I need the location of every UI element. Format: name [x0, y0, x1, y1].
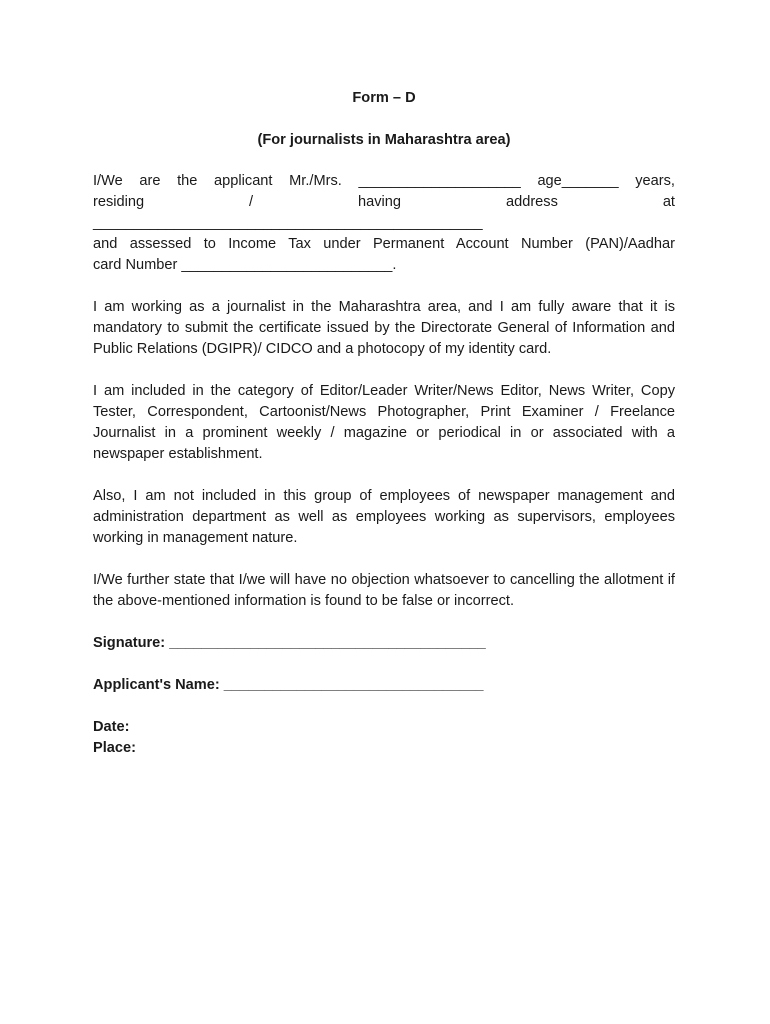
form-title: Form – D — [352, 90, 416, 106]
paragraph-journalist-statement: I am working as a journalist in the Maharashtra area, and I am fully aware that it is mandatory to submit the certificate issued by the Directorate General of Information and Public Relations (DGIPR)/ CIDCO and a photocopy of my identity card. — [93, 299, 675, 357]
place-field: Place: — [93, 740, 136, 756]
signature-field: Signature: _______________________________________ — [93, 635, 486, 651]
declaration-line-address-blank: ________________________________________________ — [93, 215, 483, 231]
paragraph-objection-statement: I/We further state that I/we will have no objection whatsoever to cancelling the allotment if the above-mentioned information is found to be false or incorrect. — [93, 572, 675, 609]
form-content — [93, 88, 675, 759]
paragraph-category-statement: I am included in the category of Editor/Leader Writer/News Editor, News Writer, Copy Tester, Correspondent, Cartoonist/News Photographer, Print Examiner / Freelance Journalist in a prominent weekly / magazine or periodical in or associated with a newspaper establishment. — [93, 383, 675, 462]
declaration-line-residing: residing / having address at — [93, 194, 675, 210]
declaration-block — [93, 171, 675, 276]
declaration-line-pan: and assessed to Income Tax under Permanent Account Number (PAN)/Aadhar — [93, 236, 675, 252]
paragraph-exclusion-statement: Also, I am not included in this group of employees of newspaper management and administration department as well as employees working as supervisors, employees working in management nature. — [93, 488, 675, 546]
declaration-line-card-number: card Number __________________________. — [93, 257, 397, 273]
form-subtitle: (For journalists in Maharashtra area) — [257, 132, 511, 148]
applicant-name-field: Applicant's Name: ________________________________ — [93, 677, 484, 693]
declaration-line-applicant: I/We are the applicant Mr./Mrs. ____________________ age_______ years, — [93, 173, 675, 189]
date-field: Date: — [93, 719, 130, 735]
